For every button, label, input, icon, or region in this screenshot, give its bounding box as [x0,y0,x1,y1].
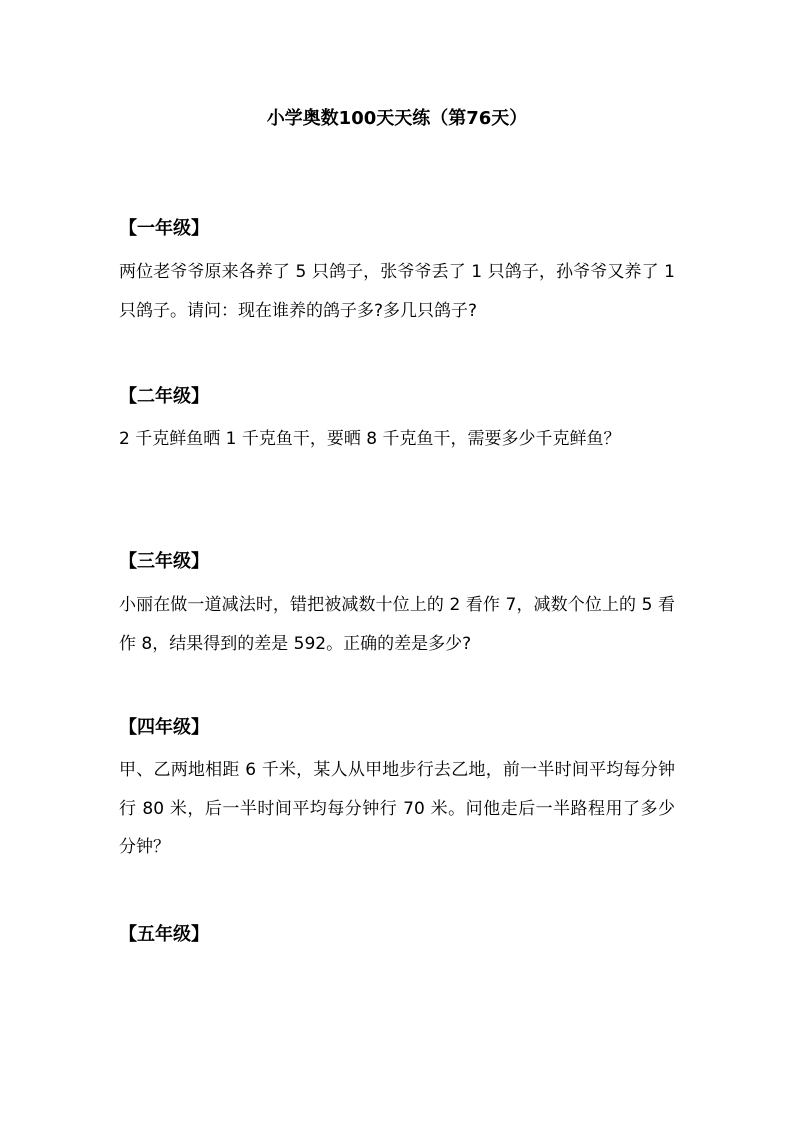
problem-text-grade-3: 小丽在做一道减法时，错把被减数十位上的 2 看作 7，减数个位上的 5 看作 8，结果得到的差是 592。正确的差是多少? [119,595,675,654]
section-heading-grade-2: 【二年级】 [119,386,209,407]
section-heading-grade-5: 【五年级】 [119,924,209,945]
problem-text-grade-1: 两位老爷爷原来各养了 5 只鸽子，张爷爷丢了 1 只鸽子，孙爷爷又养了 1 只鸽子。请问：现在谁养的鸽子多?多几只鸽子? [119,262,675,321]
problem-text-grade-4: 甲、乙两地相距 6 千米，某人从甲地步行去乙地，前一半时间平均每分钟行 80 米，后一半时间平均每分钟行 70 米。问他走后一半路程用了多少分钟？ [119,760,675,857]
section-heading-grade-3: 【三年级】 [119,551,209,572]
section-heading-grade-4: 【四年级】 [119,717,209,738]
page-title: 小学奥数100天天练（第76天） [266,108,528,129]
problem-text-grade-2: 2 千克鲜鱼晒 1 千克鱼干，要晒 8 千克鱼干，需要多少千克鲜鱼？ [119,429,621,449]
section-heading-grade-1: 【一年级】 [119,218,209,239]
